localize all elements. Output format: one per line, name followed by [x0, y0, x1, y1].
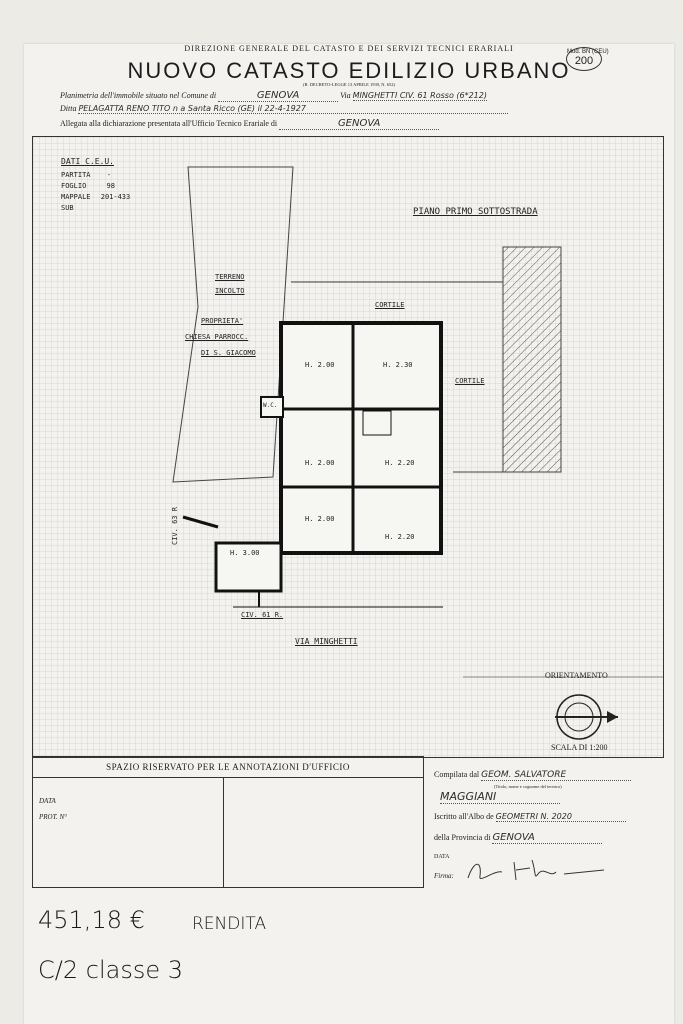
albo-line	[434, 812, 626, 822]
albo-value: GEOMETRI N. 2020	[496, 812, 626, 822]
header-line-ufficio	[60, 118, 439, 130]
compilata-surname: MAGGIANI	[440, 790, 560, 804]
model-number-badge	[566, 47, 609, 71]
header-line-ditta	[60, 104, 508, 114]
dati-ceu-row	[61, 171, 111, 179]
signature	[464, 854, 624, 888]
model-label: Mod. BN (CEU)	[567, 49, 609, 55]
dati-label: MAPPALE	[61, 193, 91, 201]
terreno-label: TERRENO	[215, 273, 245, 281]
orientation-label: ORIENTAMENTO	[545, 671, 608, 680]
agency-heading: DIREZIONE GENERALE DEL CATASTO E DEI SERVIZI TECNICI ERARIALI	[184, 44, 514, 53]
document-title: NUOVO CATASTO EDILIZIO URBANO	[127, 58, 571, 83]
annotations-data-label: DATA	[39, 797, 56, 805]
annotations-prot-label: PROT. N°	[39, 813, 67, 821]
decreto-reference: (R. DECRETO-LEGGE 13 APRILE 1939, N. 652)	[302, 82, 396, 87]
compilata-name: GEOM. SALVATORE	[481, 770, 631, 781]
annotations-box	[32, 756, 424, 888]
compilata-label: Compilata dal	[434, 770, 480, 779]
rendita-value: 451,18 €	[38, 906, 145, 934]
model-number: 200	[574, 55, 594, 67]
room-height-label: H. 2.00	[305, 361, 335, 369]
annotations-divider	[223, 777, 224, 887]
room-height-label: H. 2.00	[305, 459, 335, 467]
compilata-line	[434, 770, 631, 781]
provincia-value: GENOVA	[492, 832, 602, 844]
cortile-top-label: CORTILE	[375, 301, 405, 309]
dati-label: SUB	[61, 204, 74, 212]
hatched-area	[503, 247, 561, 472]
rendita-label: RENDITA	[192, 914, 267, 934]
comune-value: GENOVA	[218, 90, 338, 102]
compilata-subnote: (Titolo, nome e cognome del tecnico)	[494, 784, 562, 789]
annotations-title: SPAZIO RISERVATO PER LE ANNOTAZIONI D'UFFICIO	[33, 757, 423, 778]
chiesa-label: CHIESA PARROCC.	[185, 333, 249, 341]
ditta-value: PELAGATTA RENO TITO n a Santa Ricco (GE) il 22-4-1927	[78, 104, 508, 114]
header-line-comune	[60, 90, 487, 102]
dati-value: -	[106, 171, 111, 179]
civ-61-label: CIV. 61 R.	[241, 611, 284, 619]
room-height-label: H. 2.20	[385, 533, 415, 541]
floor-label: PIANO PRIMO SOTTOSTRADA	[413, 207, 538, 217]
wc-label: W.C.	[263, 402, 278, 409]
category-class-note: C/2 classe 3	[38, 956, 183, 984]
provincia-label: della Provincia di	[434, 833, 491, 842]
dati-value: 201-433	[100, 193, 131, 201]
cortile-right-label: CORTILE	[455, 377, 485, 385]
dati-ceu-title: DATI C.E.U.	[61, 157, 114, 166]
ufficio-label: Allegata alla dichiarazione presentata all'Ufficio Tecnico Erariale di	[60, 119, 278, 128]
san-giacomo-label: DI S. GIACOMO	[201, 349, 256, 357]
compilata-date-label: DATA	[434, 854, 450, 860]
provincia-line	[434, 832, 602, 844]
ditta-label: Ditta	[60, 104, 77, 113]
albo-label: Iscritto all'Albo de	[434, 812, 494, 821]
dati-value: 98	[106, 182, 115, 190]
dati-label: PARTITA	[61, 171, 91, 179]
room-height-label: H. 2.00	[305, 515, 335, 523]
dati-ceu-row	[61, 204, 74, 212]
floor-plan-frame	[32, 136, 664, 758]
street-label: VIA MINGHETTI	[295, 637, 358, 646]
dati-ceu-row	[61, 193, 130, 201]
civ-63-label: CIV. 63 R	[171, 507, 179, 545]
dati-label: FOGLIO	[61, 182, 87, 190]
incolto-label: INCOLTO	[215, 287, 245, 295]
room-height-label: H. 2.20	[385, 459, 415, 467]
via-label: Via	[340, 91, 351, 100]
floor-plan-drawing	[33, 137, 663, 757]
signature-label: Firma:	[434, 872, 454, 880]
proprieta-label: PROPRIETA'	[201, 317, 244, 325]
room-height-label: H. 3.00	[230, 549, 260, 557]
address-value: MINGHETTI CIV. 61 Rosso (6*212)	[352, 91, 487, 100]
room-height-label: H. 2.30	[383, 361, 413, 369]
dati-ceu-row	[61, 182, 115, 190]
scale-label: SCALA DI 1:200	[551, 743, 608, 752]
ufficio-value: GENOVA	[279, 118, 439, 130]
comune-label: Planimetria dell'immobile situato nel Comune di	[60, 91, 217, 100]
cadastral-sheet	[24, 44, 674, 1024]
